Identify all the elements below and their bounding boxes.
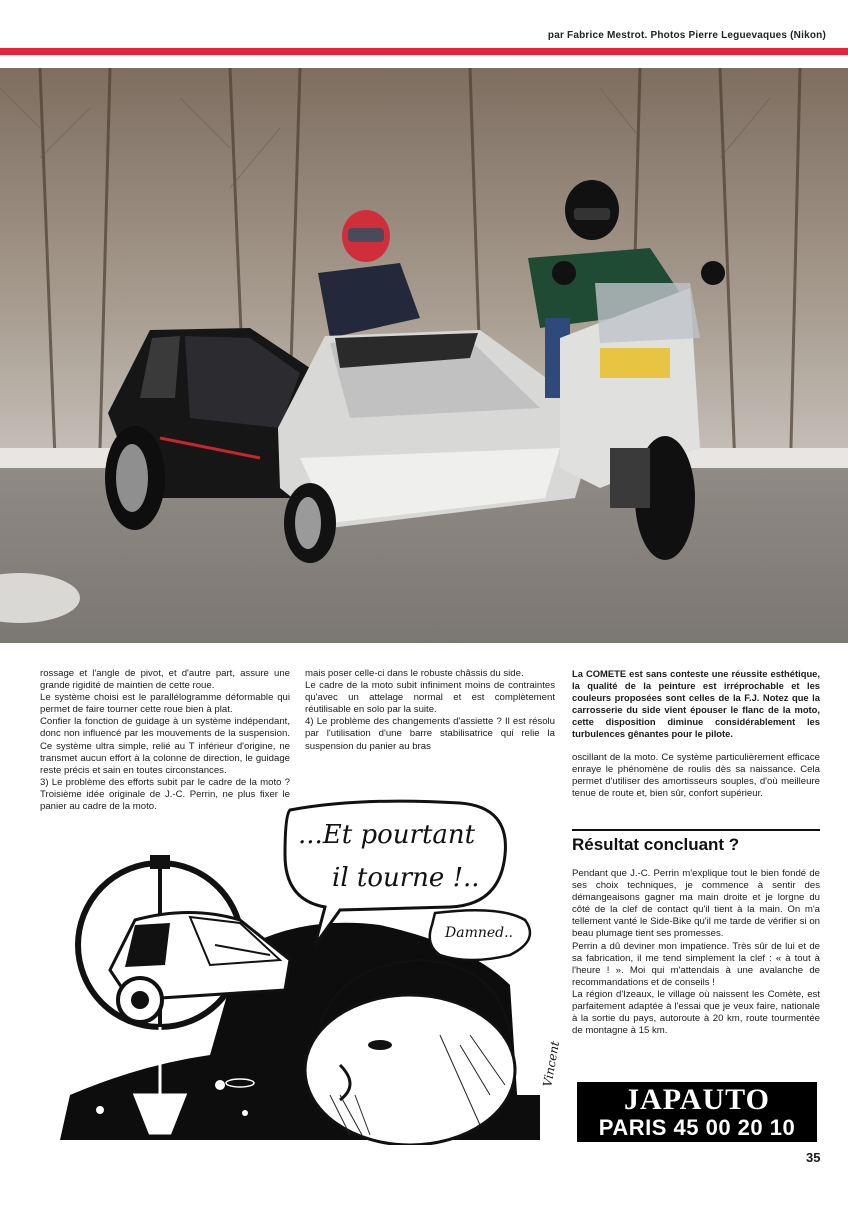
- text-column-2: [305, 668, 555, 753]
- subhead-rule: [572, 829, 820, 831]
- photo-sidecars: [0, 68, 848, 643]
- paragraph: rossage et l'angle de pivot, et d'autre part, assure une grande rigidité de maintien de cette roue.: [40, 668, 290, 692]
- paragraph: oscillant de la moto. Ce système particulièrement efficace enraye le phénomène de roulis dès sa naissance. Cela permet d'utiliser des amortisseurs souples, d'où meilleure tenue de route et, bien sûr, confort supérieur.: [572, 752, 820, 800]
- paragraph: Pendant que J.-C. Perrin m'explique tout le bien fondé de ses choix techniques, je commence à sentir des démangeaisons gagner ma main droite et je lorgne du côté de la clef de contact qu'il tient à la main. On m'a tellement vanté le Side-Bike qu'il me tarde de vérifier si on beau plumage tient ses promesses.: [572, 868, 820, 940]
- header-rule: [0, 48, 848, 55]
- artist-signature: Vincent: [540, 1039, 563, 1089]
- paragraph: 3) Le problème des efforts subit par le cadre de la moto ? Troisième idée originale de J.-C. Perrin, ne plus fixer le panier au cadre de la moto.: [40, 776, 290, 813]
- photo-caption: La COMETE est sans conteste une réussite esthétique, la qualité de la peinture est irréprochable et les couleurs proposées sont celles de la F.J. Notez que la carrosserie du side vient épouser le flanc de la moto, cette disposition diminue considérablement les turbulences gênantes pour le pilote.: [572, 668, 820, 739]
- text-column-3-continued: [572, 868, 820, 1037]
- paragraph: Le système choisi est le parallélogramme déformable qui permet de faire tourner cette roue bien à plat.: [40, 692, 290, 716]
- paragraph: Confier la fonction de guidage à un système indépendant, donc non influencé par les mouvements de la suspension. Ce système ultra simple, relié au T inférieur d'origine, ne transmet aucun effort à la colonne de direction, le guidage reste précis et sain en toutes circonstances.: [40, 716, 290, 776]
- speech-bubble-line-1: ...Et pourtant: [298, 820, 476, 850]
- photo-sidecars-icon: [0, 68, 848, 643]
- ad-phone: PARIS 45 00 20 10: [598, 1115, 796, 1140]
- text-column-1: [40, 668, 290, 813]
- speech-bubble-line-2: il tourne !..: [332, 863, 480, 893]
- paragraph: 4) Le problème des changements d'assiette ? Il est résolu par l'utilisation d'une barre stabilisatrice qui relie la suspension du panier au bras: [305, 716, 555, 752]
- paragraph: Perrin a dû deviner mon impatience. Très sûr de lui et de sa fabrication, il me tend simplement la clef : « à tout à l'heure ! ». Moi qui m'attendais à une avalanche de recommandations et de conseils !: [572, 940, 820, 988]
- section-subhead: Résultat concluant ?: [572, 835, 740, 854]
- page-number: 35: [806, 1150, 821, 1165]
- text-column-3: [572, 752, 820, 800]
- speech-bubble-small: Damned..: [445, 925, 514, 941]
- paragraph: mais poser celle-ci dans le robuste châssis du side.: [305, 668, 524, 679]
- photo-credit: par Fabrice Mestrot. Photos Pierre Leguevaques (Nikon): [547, 30, 826, 41]
- japauto-ad: [577, 1082, 817, 1142]
- paragraph: La région d'Izeaux, le village où naissent les Comète, est parfaitement adaptée à l'essai que je veux faire, nationale à la sortie du pays, autoroute à 20 km, route tourmentée de montagne à 15 km.: [572, 988, 820, 1037]
- ad-brand: JAPAUTO: [624, 1083, 770, 1116]
- cartoon-illustration: [40, 795, 563, 1145]
- paragraph: Le cadre de la moto subit infiniment moins de contraintes qu'avec un attelage normal et est complètement réutilisable en solo par la suite.: [305, 680, 555, 716]
